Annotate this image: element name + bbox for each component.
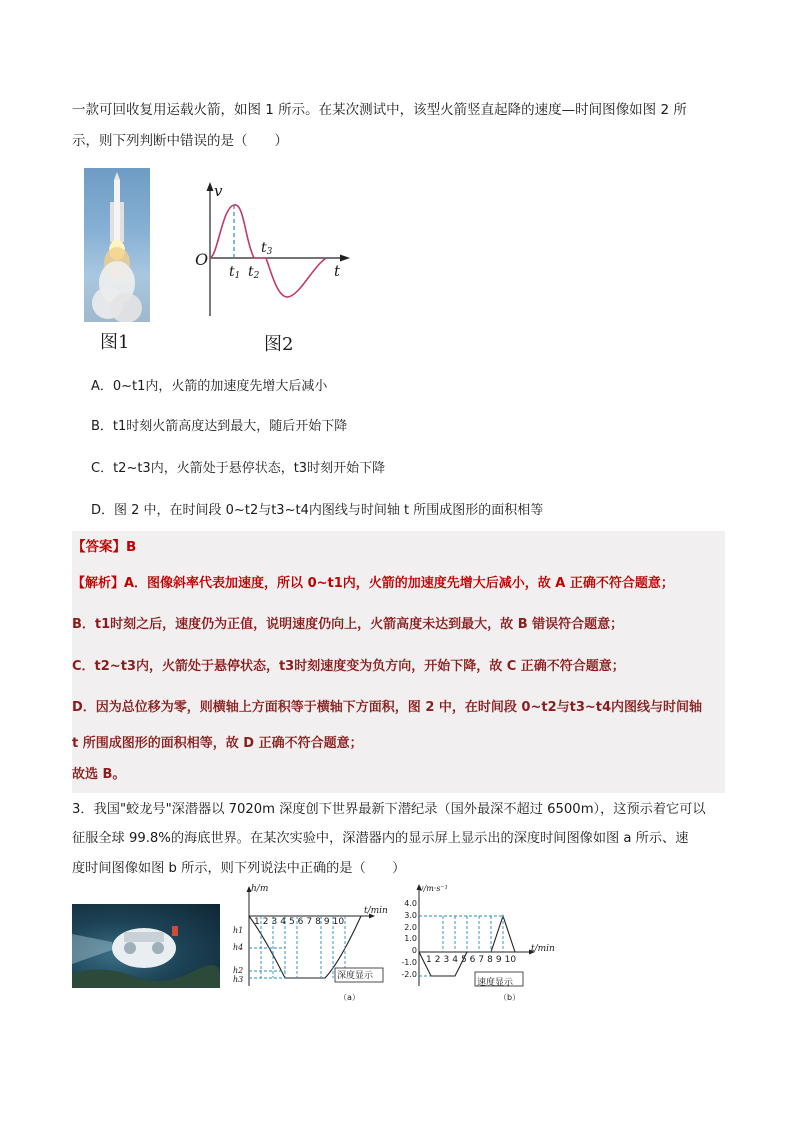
fig-b-ytick: -2.0: [401, 969, 417, 979]
fig-a-tick: 1: [254, 917, 260, 927]
fig-b-x-ticks: [426, 955, 516, 965]
question-intro-line1: 一款可回收复用运载火箭，如图 1 所示。在某次测试中，该型火箭竖直起降的速度—时间图像如图 2 所: [72, 102, 687, 118]
fig-b-tick: 5: [460, 955, 467, 965]
analysis-b: B．t1时刻之后，速度仍为正值，说明速度仍向上，火箭高度未达到最大，故 B 错误符合题意；: [72, 617, 624, 632]
t1-label: $t_1$: [229, 264, 241, 281]
fig-a-tick: 6: [297, 917, 304, 927]
fig-a-y-label: h/m: [251, 884, 269, 894]
question3-line3: 度时间图像如图 b 所示，则下列说法中正确的是（ ）: [72, 861, 406, 876]
fig-b-tick: 1: [426, 955, 432, 965]
fig-a-tick: 4: [280, 917, 286, 927]
fig-b-display-label: 速度显示: [477, 978, 514, 988]
fig-b-x-label: t/min: [531, 944, 555, 954]
analysis-d-line2: t 所围成图形的面积相等，故 D 正确不符合题意；: [72, 736, 363, 751]
fig-b-tick: 6: [469, 955, 476, 965]
option-d: D．图 2 中，在时间段 0~t2与t3~t4内图线与时间轴 t 所围成图形的面积相等: [91, 503, 544, 518]
v-axis-label: v: [214, 182, 223, 200]
fig-a-tick: 5: [288, 917, 295, 927]
t2-label: $t_2$: [248, 264, 260, 281]
fig-b-ytick: -1.0: [401, 957, 417, 967]
question3-line1: 3．我国"蛟龙号"深潜器以 7020m 深度创下世界最新下潜纪录（国外最深不超过 6500m），这预示着它可以: [72, 802, 706, 817]
fig-b-ytick: 0: [411, 946, 417, 956]
option-a: A．0~t1内，火箭的加速度先增大后减小: [91, 379, 328, 394]
option-b: B．t1时刻火箭高度达到最大，随后开始下降: [91, 419, 348, 434]
fig-b-ytick: 2.0: [404, 922, 417, 932]
figure2-caption: 图2: [264, 334, 294, 355]
analysis-conclusion: 故选 B。: [72, 767, 126, 782]
analysis-d-line1: D．因为总位移为零，则横轴上方面积等于横轴下方面积，图 2 中，在时间段 0~t2与t3~t4内图线与时间轴: [72, 700, 703, 715]
fig-b-tick: 7: [478, 955, 485, 965]
fig-a-h1: h1: [233, 926, 244, 935]
t-axis-label: t: [334, 262, 341, 280]
fig-b-y-ticks: [397, 898, 417, 981]
fig-a-h2: h2: [233, 966, 244, 975]
fig-b-tick: 2: [434, 955, 441, 965]
fig-a-tick: 10: [332, 917, 345, 927]
t3-label: $t_3$: [261, 240, 273, 257]
fig-b-ytick: 1.0: [404, 934, 417, 944]
fig-b-y-label: v/m·s⁻¹: [419, 884, 448, 893]
analysis-c: C．t2~t3内，火箭处于悬停状态，t3时刻速度变为负方向，开始下降，故 C 正确不符合题意；: [72, 659, 625, 674]
option-c: C．t2~t3内，火箭处于悬停状态，t3时刻开始下降: [91, 461, 386, 476]
fig-b-tick: 9: [495, 955, 502, 965]
fig-b-tick: 8: [487, 955, 493, 965]
question-intro-line2: 示，则下列判断中错误的是（ ）: [72, 133, 288, 149]
fig-a-x-label: t/min: [364, 906, 388, 916]
fig-a-h3: h3: [233, 975, 244, 984]
fig-a-tick: 8: [315, 917, 321, 927]
velocity-time-graph: [190, 180, 360, 320]
fig-a-h4: h4: [233, 943, 244, 952]
fig-a-tick: 2: [262, 917, 269, 927]
fig-b-tick: 4: [452, 955, 458, 965]
rocket-photo: [84, 168, 150, 322]
fig-a-display-label: 深度显示: [337, 971, 374, 981]
fig-a-tick: 3: [271, 917, 278, 927]
figure1-caption: 图1: [100, 332, 130, 353]
fig-a-x-ticks: [254, 917, 344, 927]
question3-line2: 征服全球 99.8%的海底世界。在某次实验中，深潜器内的显示屏上显示出的深度时间图像如图 a 所示、速: [72, 831, 689, 846]
fig-b-caption: （b）: [499, 993, 521, 1002]
fig-b-ytick: 4.0: [404, 899, 417, 908]
depth-time-graph: [225, 882, 400, 1007]
origin-label: O: [195, 250, 209, 269]
fig-b-ytick: 3.0: [404, 910, 417, 920]
fig-a-tick: 7: [306, 917, 313, 927]
answer-label: 【答案】B: [72, 539, 137, 555]
fig-b-tick: 10: [504, 955, 517, 965]
fig-b-tick: 3: [443, 955, 450, 965]
fig-a-tick: 9: [323, 917, 330, 927]
analysis-a: 【解析】A．图像斜率代表加速度，所以 0~t1内，火箭的加速度先增大后减小，故 A 正确不符合题意；: [72, 576, 674, 591]
fig-a-caption: （a）: [339, 993, 360, 1002]
submersible-photo: [72, 904, 220, 988]
